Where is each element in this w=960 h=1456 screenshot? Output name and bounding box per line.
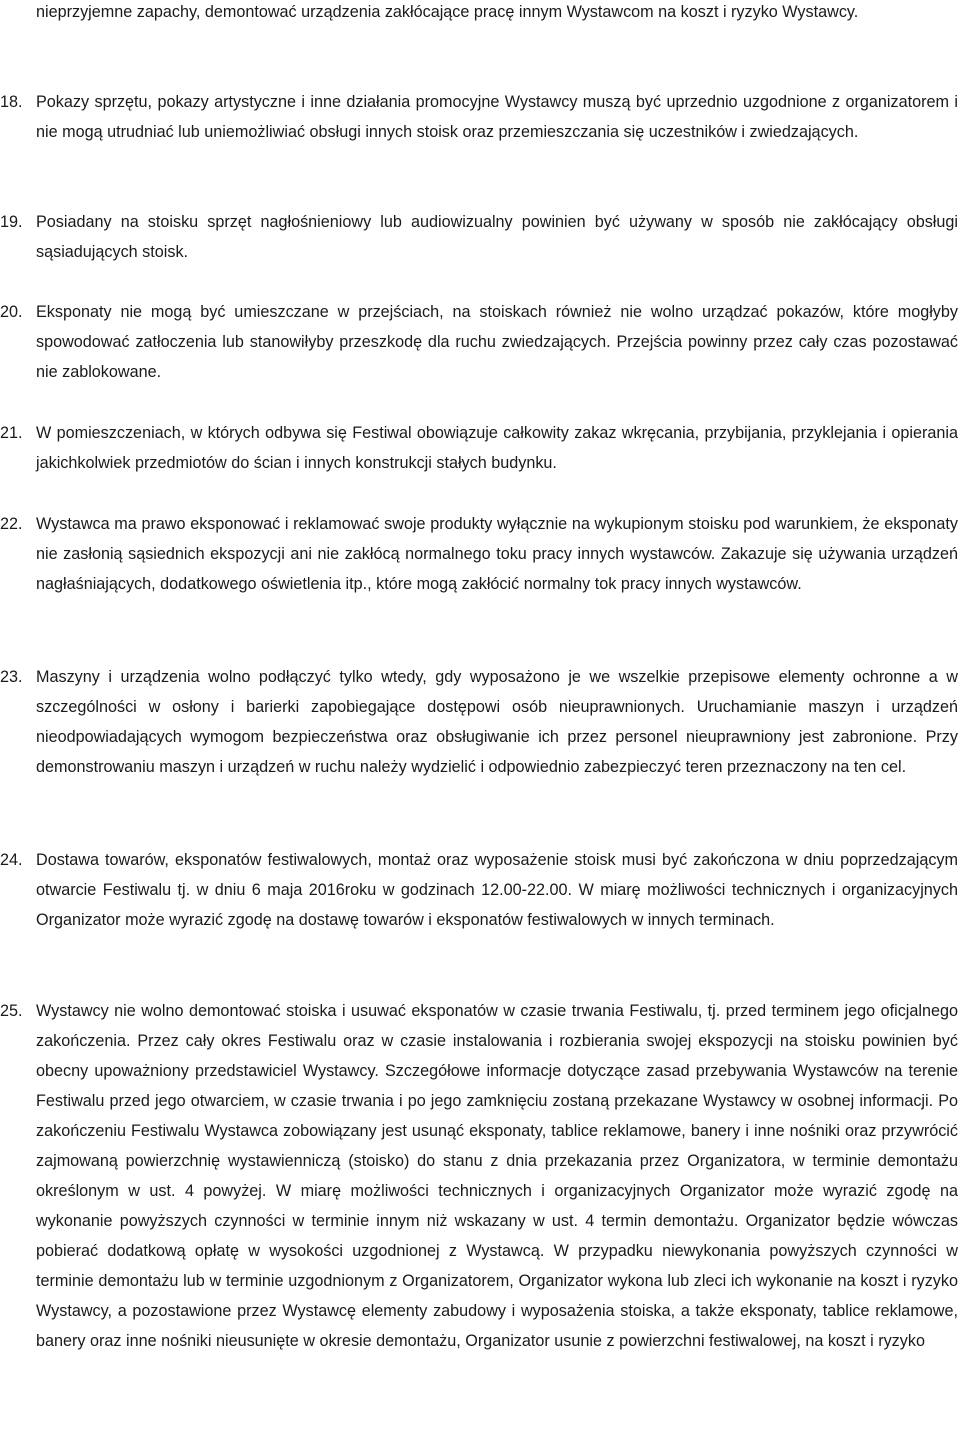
paragraph-text: Maszyny i urządzenia wolno podłączyć tylko wtedy, gdy wyposażono je we wszelkie przepisowe elementy ochronne a w szczególności w osłony i barierki zapobiegające dostępowi osób nieuprawnionych. Uruchamianie maszyn i urządzeń nieodpowiadających wymogom bezpieczeństwa oraz obsługiwanie ich przez personel nieuprawniony jest zabronione. Przy demonstrowaniu maszyn i urządzeń w ruchu należy wydzielić i odpowiednio zabezpieczyć teren przeznaczony na ten cel. [36, 668, 958, 776]
paragraph-text: Posiadany na stoisku sprzęt nagłośnieniowy lub audiowizualny powinien być używany w sposób nie zakłócający obsługi sąsiadujących stoisk. [36, 213, 958, 261]
paragraph-text: Wystawca ma prawo eksponować i reklamować swoje produkty wyłącznie na wykupionym stoisku pod warunkiem, że eksponaty nie zasłonią sąsiednich ekspozycji ani nie zakłócą normalnego toku pracy innych wystawców. Zakazuje się używania urządzeń nagłaśniających, dodatkowego oświetlenia itp., które mogą zakłócić normalny tok pracy innych wystawców. [36, 515, 958, 593]
paragraph-text: Dostawa towarów, eksponatów festiwalowych, montaż oraz wyposażenie stoisk musi być zakończona w dniu poprzedzającym otwarcie Festiwalu tj. w dniu 6 maja 2016roku w godzinach 12.00-22.00. W miarę możliwości technicznych i organizacyjnych Organizator może wyrazić zgodę na dostawę towarów i eksponatów festiwalowych w innych terminach. [36, 851, 958, 929]
paragraph-text: Eksponaty nie mogą być umieszczane w przejściach, na stoiskach również nie wolno urządzać pokazów, które mogłyby spowodować zatłoczenia lub stanowiłyby przeszkodę dla ruchu zwiedzających. Przejścia powinny przez cały czas pozostawać nie zablokowane. [36, 303, 958, 381]
paragraph-number: 23. [0, 668, 23, 686]
paragraph-number: 22. [0, 515, 23, 533]
paragraph-number: 20. [0, 303, 23, 321]
paragraph-text: W pomieszczeniach, w których odbywa się Festiwal obowiązuje całkowity zakaz wkręcania, przybijania, przyklejania i opierania jakichkolwiek przedmiotów do ścian i innych konstrukcji stałych budynku. [36, 424, 958, 472]
paragraph-number: 19. [0, 213, 23, 231]
paragraph-number: 25. [0, 1002, 23, 1020]
intro-paragraph: nieprzyjemne zapachy, demontować urządzenia zakłócające pracę innym Wystawcom na koszt i ryzyko Wystawcy. [36, 3, 859, 21]
paragraph-text: Pokazy sprzętu, pokazy artystyczne i inne działania promocyjne Wystawcy muszą być uprzednio uzgodnione z organizatorem i nie mogą utrudniać lub uniemożliwiać obsługi innych stoisk oraz przemieszczania się uczestników i zwiedzających. [36, 93, 958, 141]
paragraph-number: 24. [0, 851, 23, 869]
paragraph-number: 18. [0, 93, 23, 111]
paragraph-text: Wystawcy nie wolno demontować stoiska i usuwać eksponatów w czasie trwania Festiwalu, tj. przed terminem jego oficjalnego zakończenia. Przez cały okres Festiwalu oraz w czasie instalowania i rozbierania swojej ekspozycji na stoisku powinien być obecny upoważniony przedstawiciel Wystawcy. Szczegółowe informacje dotyczące zasad przebywania Wystawców na terenie Festiwalu przed jego otwarciem, w czasie trwania i po jego zamknięciu zostaną przekazane Wystawcy w osobnej informacji. Po zakończeniu Festiwalu Wystawca zobowiązany jest usunąć eksponaty, tablice reklamowe, banery i inne nośniki oraz przywrócić zajmowaną powierzchnię wystawienniczą (stoisko) do stanu z dnia przekazania przez Organizatora, w terminie demontażu określonym w ust. 4 powyżej. W miarę możliwości technicznych i organizacyjnych Organizator może wyrazić zgodę na wykonanie powyższych czynności w terminie innym niż wskazany w ust. 4 termin demontażu. Organizator będzie wówczas pobierać dodatkową opłatę w wysokości uzgodnionej z Wystawcą. W przypadku niewykonania powyższych czynności w terminie demontażu lub w terminie uzgodnionym z Organizatorem, Organizator wykona lub zleci ich wykonanie na koszt i ryzyko Wystawcy, a pozostawione przez Wystawcę elementy zabudowy i wyposażenia stoiska, a także eksponaty, tablice reklamowe, banery oraz inne nośniki nieusunięte w okresie demontażu, Organizator usunie z powierzchni festiwalowej, na koszt i ryzyko [36, 1002, 958, 1350]
paragraph-number: 21. [0, 424, 23, 442]
